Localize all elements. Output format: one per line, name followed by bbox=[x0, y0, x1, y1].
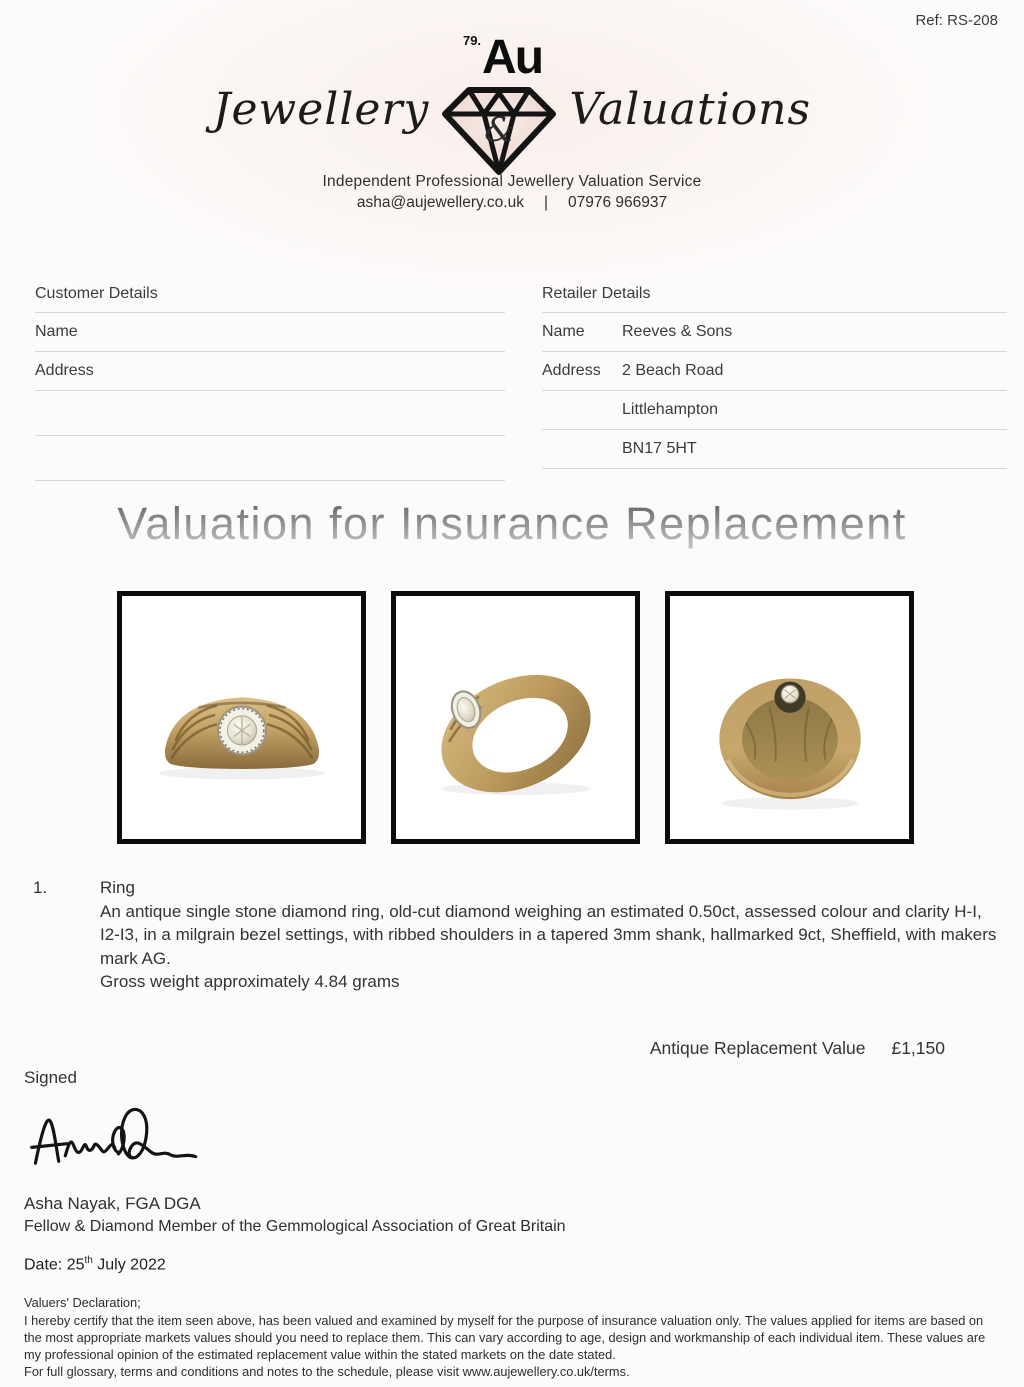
detail-row bbox=[35, 391, 505, 436]
phone-text: 07976 966937 bbox=[567, 194, 668, 211]
detail-row bbox=[35, 313, 505, 352]
detail-row bbox=[35, 352, 505, 391]
valuers-declaration bbox=[24, 1294, 1004, 1380]
email-text: asha@aujewellery.co.uk bbox=[356, 194, 524, 211]
row-value: Reeves & Sons bbox=[622, 323, 733, 340]
date-day: 25 bbox=[66, 1256, 85, 1274]
photos-row bbox=[117, 591, 914, 844]
ampersand-glyph: & bbox=[484, 110, 515, 150]
ring-back-illustration bbox=[686, 613, 894, 823]
au-symbol: Au bbox=[482, 31, 543, 84]
logo-valuations-script: Valuations bbox=[569, 84, 812, 135]
row-label: Name bbox=[542, 323, 585, 340]
declaration-footer: For full glossary, terms and conditions and notes to the schedule, please visit www.aujewellery.co.uk/terms. bbox=[24, 1364, 630, 1379]
detail-row bbox=[542, 352, 1007, 391]
signed-label: Signed bbox=[24, 1068, 77, 1087]
date-rest: July 2022 bbox=[92, 1256, 166, 1274]
detail-row bbox=[542, 391, 1007, 430]
date-line bbox=[24, 1255, 166, 1274]
row-value: 2 Beach Road bbox=[622, 362, 724, 379]
page-title: Valuation for Insurance Replacement bbox=[0, 498, 1024, 550]
item-name: Ring bbox=[100, 878, 135, 897]
row-value: BN17 5HT bbox=[622, 440, 697, 457]
item-number: 1. bbox=[33, 878, 48, 897]
declaration-body: I hereby certify that the item seen above, has been valued and examined by myself for the purpose of insurance valuation only. The values applied for items are based on the most appropriate markets values should you need to replace them. This can vary according to age, design and workmanship of each individual item. These values are my professional opinion of the estimated replacement value within the stated markets on the date stated. bbox=[24, 1313, 986, 1362]
logo bbox=[0, 31, 1024, 176]
item-description: An antique single stone diamond ring, old-cut diamond weighing an estimated 0.50ct, assessed colour and clarity H-I, I2-I3, in a milgrain bezel settings, with ribbed shoulders in a tapered 3mm shank, hallmarked 9ct, Sheffield, with makers mark AG. bbox=[100, 901, 997, 968]
section-title-row bbox=[542, 276, 1007, 313]
date-ordinal-suffix: th bbox=[84, 1255, 93, 1266]
atomic-number: 79. bbox=[462, 33, 482, 48]
declaration-title: Valuers' Declaration; bbox=[24, 1295, 141, 1310]
separator: | bbox=[543, 194, 548, 211]
replacement-value-amount: £1,150 bbox=[891, 1038, 945, 1058]
section-title-row bbox=[35, 276, 505, 313]
diamond-logo bbox=[437, 31, 561, 176]
gold-element-symbol bbox=[462, 31, 543, 84]
valuer-credentials: Fellow & Diamond Member of the Gemmological Association of Great Britain bbox=[24, 1218, 566, 1235]
replacement-value-line bbox=[650, 1038, 945, 1059]
ring-front-illustration bbox=[138, 613, 346, 823]
row-label: Name bbox=[35, 323, 78, 340]
row-label: Address bbox=[542, 362, 601, 379]
ring-photo-side bbox=[391, 591, 640, 844]
signature-image bbox=[28, 1100, 233, 1178]
customer-details-section bbox=[35, 276, 505, 481]
row-value: Littlehampton bbox=[622, 401, 719, 418]
date-label: Date: bbox=[24, 1256, 67, 1274]
section-title: Retailer Details bbox=[542, 285, 651, 302]
row-label: Address bbox=[35, 362, 94, 379]
replacement-value-label: Antique Replacement Value bbox=[649, 1038, 866, 1058]
ring-photo-back bbox=[665, 591, 914, 844]
retailer-details-section bbox=[542, 276, 1007, 469]
detail-row bbox=[542, 313, 1007, 352]
valuer-name: Asha Nayak, FGA DGA bbox=[24, 1194, 201, 1213]
logo-jewellery-script: Jewellery bbox=[212, 84, 430, 135]
reference-number: Ref: RS-208 bbox=[915, 12, 998, 29]
item-body bbox=[100, 876, 1000, 994]
section-title: Customer Details bbox=[35, 285, 158, 302]
detail-row bbox=[35, 436, 505, 481]
ring-side-illustration bbox=[412, 613, 620, 823]
item-entry bbox=[33, 876, 1000, 994]
contact-line bbox=[0, 194, 1024, 212]
detail-row bbox=[542, 430, 1007, 469]
tagline: Independent Professional Jewellery Valuation Service bbox=[322, 173, 702, 190]
ring-photo-front bbox=[117, 591, 366, 844]
item-weight: Gross weight approximately 4.84 grams bbox=[100, 972, 400, 991]
